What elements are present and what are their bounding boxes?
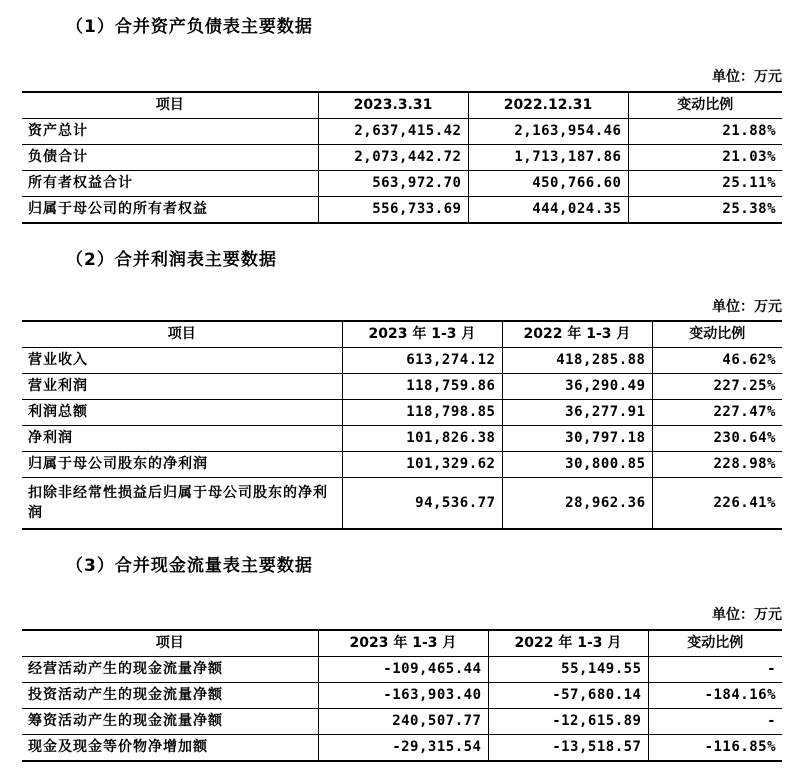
row-label: 净利润 <box>22 426 342 452</box>
value-cell: 55,149.55 <box>488 657 648 683</box>
value-cell: -29,315.54 <box>318 735 488 762</box>
header-cell: 2023.3.31 <box>318 92 468 119</box>
row-label: 负债合计 <box>22 145 318 171</box>
table-row <box>22 709 782 735</box>
header-cell: 变动比例 <box>652 321 782 348</box>
value-cell: -109,465.44 <box>318 657 488 683</box>
header-cell: 变动比例 <box>628 92 782 119</box>
unit-label-income-statement: 单位：万元 <box>712 299 782 315</box>
value-cell: 556,733.69 <box>318 197 468 224</box>
value-cell: 2,637,415.42 <box>318 119 468 145</box>
table-header-row <box>22 92 782 119</box>
table-row <box>22 478 782 530</box>
change-cell: - <box>648 709 782 735</box>
value-cell: -13,518.57 <box>488 735 648 762</box>
value-cell: 36,277.91 <box>502 400 652 426</box>
value-cell: 563,972.70 <box>318 171 468 197</box>
value-cell: -163,903.40 <box>318 683 488 709</box>
table-row <box>22 735 782 762</box>
value-cell: 101,826.38 <box>342 426 502 452</box>
table-row <box>22 171 782 197</box>
header-cell: 2023 年 1-3 月 <box>342 321 502 348</box>
value-cell: 101,329.62 <box>342 452 502 478</box>
income-statement-table <box>22 320 782 530</box>
value-cell: 94,536.77 <box>342 478 502 530</box>
change-cell: 25.38% <box>628 197 782 224</box>
value-cell: 28,962.36 <box>502 478 652 530</box>
change-cell: 21.88% <box>628 119 782 145</box>
unit-label-balance-sheet: 单位：万元 <box>712 69 782 85</box>
table-header-row <box>22 630 782 657</box>
row-label: 资产总计 <box>22 119 318 145</box>
row-label: 所有者权益合计 <box>22 171 318 197</box>
row-label: 投资活动产生的现金流量净额 <box>22 683 318 709</box>
table-header-row <box>22 321 782 348</box>
row-label: 营业利润 <box>22 374 342 400</box>
change-cell: 46.62% <box>652 348 782 374</box>
value-cell: 30,800.85 <box>502 452 652 478</box>
change-cell: 230.64% <box>652 426 782 452</box>
header-cell: 2023 年 1-3 月 <box>318 630 488 657</box>
value-cell: 36,290.49 <box>502 374 652 400</box>
value-cell: 613,274.12 <box>342 348 502 374</box>
row-label: 营业收入 <box>22 348 342 374</box>
value-cell: 118,798.85 <box>342 400 502 426</box>
row-label: 利润总额 <box>22 400 342 426</box>
value-cell: 2,073,442.72 <box>318 145 468 171</box>
cash-flow-table <box>22 629 782 762</box>
table-row <box>22 683 782 709</box>
change-cell: 226.41% <box>652 478 782 530</box>
change-cell: -116.85% <box>648 735 782 762</box>
table-row <box>22 452 782 478</box>
header-cell: 项目 <box>22 92 318 119</box>
header-cell: 2022 年 1-3 月 <box>488 630 648 657</box>
table-row <box>22 374 782 400</box>
change-cell: 21.03% <box>628 145 782 171</box>
change-cell: - <box>648 657 782 683</box>
header-cell: 变动比例 <box>648 630 782 657</box>
row-label: 归属于母公司的所有者权益 <box>22 197 318 224</box>
value-cell: 30,797.18 <box>502 426 652 452</box>
table-row <box>22 400 782 426</box>
table-row <box>22 119 782 145</box>
table-row <box>22 145 782 171</box>
row-label: 筹资活动产生的现金流量净额 <box>22 709 318 735</box>
row-label: 归属于母公司股东的净利润 <box>22 452 342 478</box>
table-row <box>22 657 782 683</box>
table-row <box>22 197 782 224</box>
change-cell: -184.16% <box>648 683 782 709</box>
header-cell: 项目 <box>22 321 342 348</box>
row-label: 经营活动产生的现金流量净额 <box>22 657 318 683</box>
value-cell: -57,680.14 <box>488 683 648 709</box>
value-cell: 444,024.35 <box>468 197 628 224</box>
header-cell: 项目 <box>22 630 318 657</box>
change-cell: 228.98% <box>652 452 782 478</box>
value-cell: 450,766.60 <box>468 171 628 197</box>
change-cell: 227.47% <box>652 400 782 426</box>
section-title-cash-flow: （3）合并现金流量表主要数据 <box>66 556 313 576</box>
table-row <box>22 426 782 452</box>
table-row <box>22 348 782 374</box>
value-cell: 240,507.77 <box>318 709 488 735</box>
change-cell: 227.25% <box>652 374 782 400</box>
value-cell: -12,615.89 <box>488 709 648 735</box>
header-cell: 2022.12.31 <box>468 92 628 119</box>
section-title-balance-sheet: （1）合并资产负债表主要数据 <box>66 17 313 37</box>
header-cell: 2022 年 1-3 月 <box>502 321 652 348</box>
row-label: 扣除非经常性损益后归属于母公司股东的净利润 <box>22 478 342 530</box>
balance-sheet-table <box>22 91 782 224</box>
value-cell: 2,163,954.46 <box>468 119 628 145</box>
section-title-income-statement: （2）合并利润表主要数据 <box>66 250 277 270</box>
value-cell: 1,713,187.86 <box>468 145 628 171</box>
unit-label-cash-flow: 单位：万元 <box>712 607 782 623</box>
value-cell: 418,285.88 <box>502 348 652 374</box>
change-cell: 25.11% <box>628 171 782 197</box>
row-label: 现金及现金等价物净增加额 <box>22 735 318 762</box>
value-cell: 118,759.86 <box>342 374 502 400</box>
